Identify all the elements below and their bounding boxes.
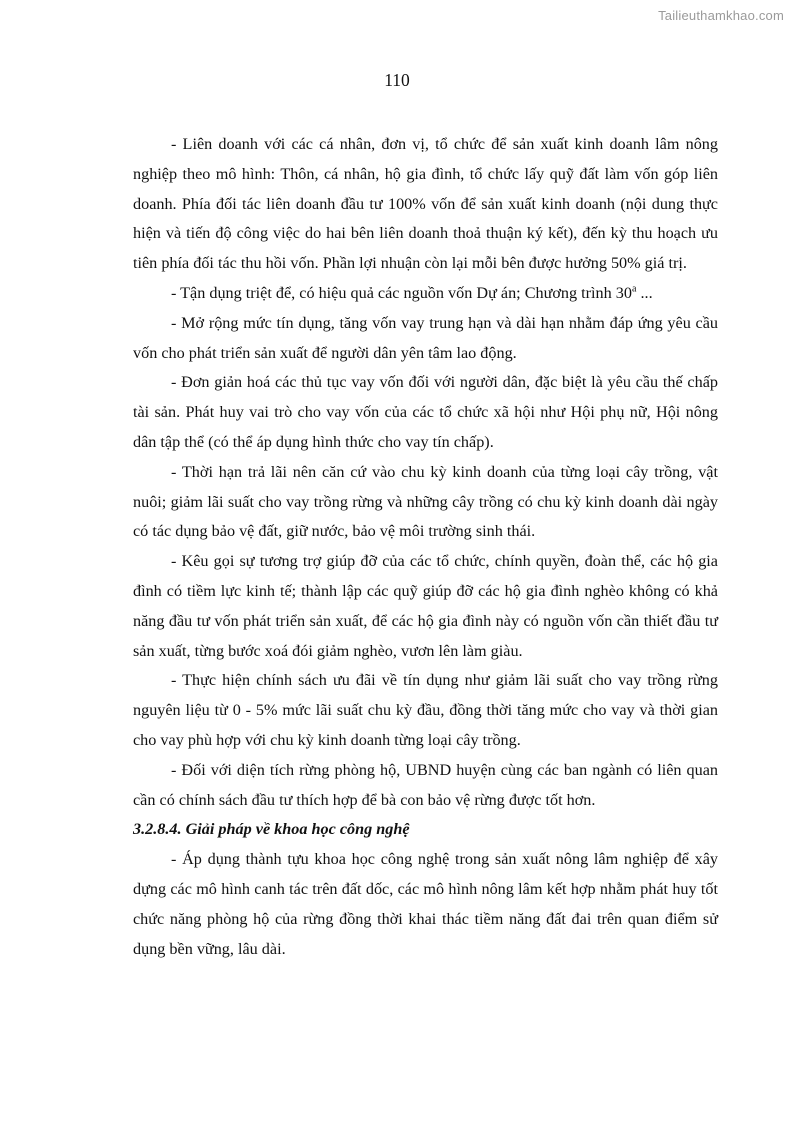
program-superscript: a [631,283,637,295]
watermark-text: Tailieuthamkhao.com [658,8,784,23]
paragraph-preferential-credit: - Thực hiện chính sách ưu đãi về tín dụng như giảm lãi suất cho vay trồng rừng nguyên liệu từ 0 - 5% mức lãi suất chu kỳ đầu, đồng thời tăng mức cho vay và thời gian cho vay phù hợp với chu kỳ kinh doanh từng loại cây trồng. [133,671,718,749]
document-body [133,130,718,964]
paragraph-joint-venture: - Liên doanh với các cá nhân, đơn vị, tổ chức để sản xuất kinh doanh lâm nông nghiệp theo mô hình: Thôn, cá nhân, hộ gia đình, tổ chức lấy quỹ đất làm vốn góp liên doanh. Phía đối tác liên doanh đầu tư 100% vốn để sản xuất kinh doanh (nội dung thực hiện và tiến độ công việc do hai bên liên doanh thoả thuận ký kết), đến kỳ thu hoạch ưu tiên phía đối tác thu hồi vốn. Phần lợi nhuận còn lại mỗi bên được hưởng 50% giá trị. [133,135,718,273]
paragraph-protection-forest: - Đối với diện tích rừng phòng hộ, UBND huyện cùng các ban ngành có liên quan cần có chính sách đầu tư thích hợp để bà con bảo vệ rừng được tốt hơn. [133,760,718,809]
paragraph-capital-sources [133,279,718,309]
paragraph-mutual-support: - Kêu gọi sự tương trợ giúp đỡ của các tổ chức, chính quyền, đoàn thể, các hộ gia đình có tiềm lực kinh tế; thành lập các quỹ giúp đỡ các hộ gia đình nghèo không có khả năng đầu tư vốn phát triển sản xuất, để các hộ gia đình này có nguồn vốn cần thiết đầu tư sản xuất, từng bước xoá đói giảm nghèo, vươn lên làm giàu. [133,552,718,660]
capital-sources-suffix: ... [636,283,653,302]
section-heading: 3.2.8.4. Giải pháp về khoa học công nghệ [133,820,410,839]
paragraph-credit-expansion: - Mở rộng mức tín dụng, tăng vốn vay trung hạn và dài hạn nhằm đáp ứng yêu cầu vốn cho phát triển sản xuất để người dân yên tâm lao động. [133,313,718,362]
paragraph-technology: - Áp dụng thành tựu khoa học công nghệ trong sản xuất nông lâm nghiệp để xây dựng các mô hình canh tác trên đất dốc, các mô hình nông lâm kết hợp nhằm phát huy tốt chức năng phòng hộ của rừng đồng thời khai thác tiềm năng đất đai trên quan điểm sử dụng bền vững, lâu dài. [133,850,718,958]
paragraph-repayment-term: - Thời hạn trả lãi nên căn cứ vào chu kỳ kinh doanh của từng loại cây trồng, vật nuôi; giảm lãi suất cho vay trồng rừng và những cây trồng có chu kỳ kinh doanh dài ngày có tác dụng bảo vệ đất, giữ nước, bảo vệ môi trường sinh thái. [133,462,718,541]
page-number: 110 [384,70,410,90]
capital-sources-text: - Tận dụng triệt để, có hiệu quả các nguồn vốn Dự án; Chương trình 30 [171,283,632,302]
paragraph-simplify-procedures: - Đơn giản hoá các thủ tục vay vốn đối với người dân, đặc biệt là yêu cầu thế chấp tài sản. Phát huy vai trò cho vay vốn của các tổ chức xã hội như Hội phụ nữ, Hội nông dân tập thể (có thể áp dụng hình thức cho vay tín chấp). [133,373,718,451]
